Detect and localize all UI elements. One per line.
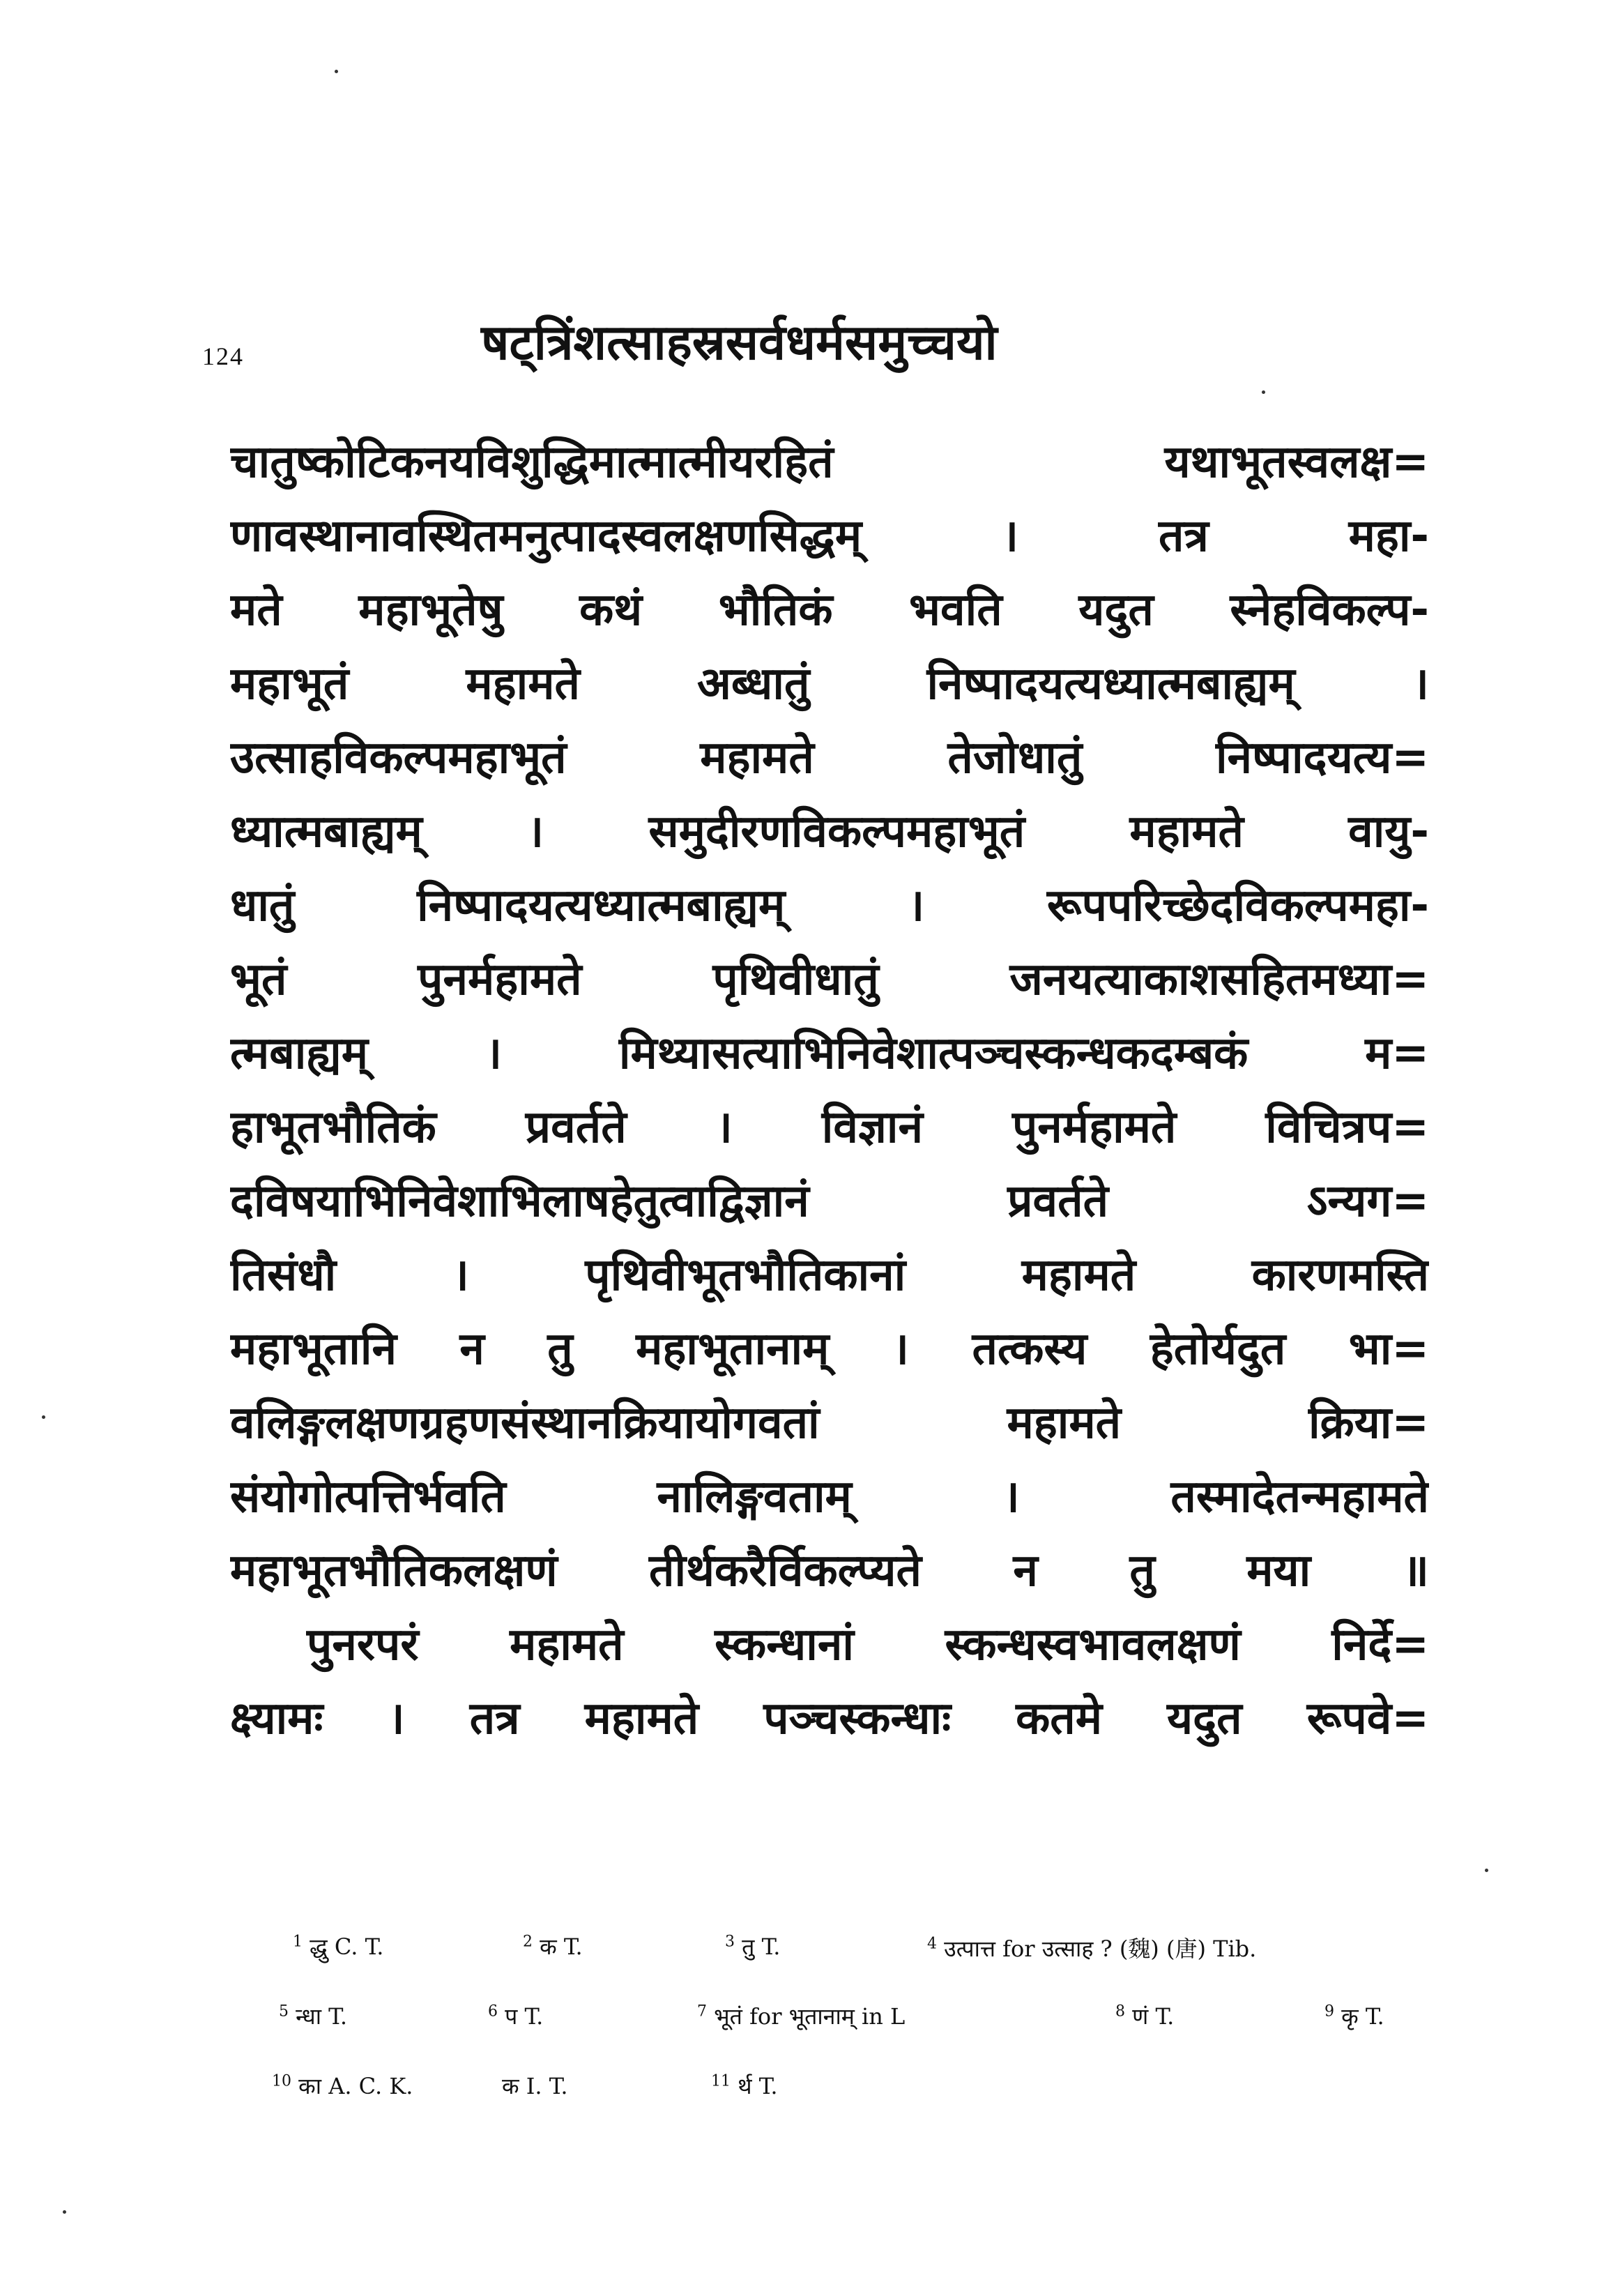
footnote (1115, 2001, 1174, 2031)
footnote (725, 1931, 780, 1961)
footnote-number: 3 (725, 1933, 735, 1951)
text-line: दविषयाभिनिवेशाभिलाषहेतुत्वाद्विज्ञानं प्रवर्तते ऽन्यग= (230, 1176, 1429, 1227)
footnote (502, 2071, 568, 2101)
footnote-text: उत्पात्त for उत्साह ? (魏) (唐) Tib. (944, 1936, 1257, 1962)
footnote-number: 6 (488, 2002, 498, 2021)
footnote-number: 4 (927, 1935, 937, 1953)
text-line: वलिङ्गलक्षणग्रहणसंस्थानक्रियायोगवतां महामते क्रिया= (230, 1397, 1429, 1449)
footnote-text: कृ T. (1341, 2003, 1384, 2030)
running-title: षट्त्रिंशत्साहस्रसर्वधर्मसमुच्चयो (481, 314, 998, 371)
text-line: क्ष्यामः । तत्र महामते पञ्चस्कन्धाः कतमे यदुत रूपवे= (230, 1693, 1429, 1744)
footnote-number: 8 (1115, 2002, 1125, 2021)
footnote (1324, 2001, 1384, 2031)
footnote-number: 9 (1324, 2002, 1334, 2021)
footnote-row (293, 1931, 1429, 2001)
footnote (293, 1931, 383, 1961)
text-line: धातुं निष्पादयत्यध्यात्मबाह्यम् । रूपपरिच्छेदविकल्पमहा- (230, 880, 1429, 932)
text-line: भूतं पुनर्महामते पृथिवीधातुं जनयत्याकाशसहितमध्या= (230, 954, 1429, 1005)
text-line: तिसंधौ । पृथिवीभूतभौतिकानां महामते कारणमस्ति (230, 1249, 1429, 1301)
text-line: हाभूतभौतिकं प्रवर्तते । विज्ञानं पुनर्महामते विचित्रप= (230, 1102, 1429, 1153)
footnote (697, 2001, 905, 2031)
footnote-text: तु T. (742, 1933, 781, 1960)
footnote (523, 1931, 583, 1961)
text-line: चातुष्कोटिकनयविशुद्धिमात्मात्मीयरहितं यथाभूतस्वलक्ष= (230, 436, 1429, 488)
footnote-text: र्थ T. (738, 2073, 778, 2099)
text-line: महाभूतभौतिकलक्षणं तीर्थकरैर्विकल्प्यते न तु मया ॥ (230, 1545, 1429, 1597)
scan-speck (63, 2210, 66, 2214)
text-line: णावस्थानावस्थितमनुत्पादस्वलक्षणसिद्धम् । तत्र महा- (230, 510, 1429, 562)
footnote-row (279, 2001, 1429, 2071)
footnote (927, 1931, 1256, 1963)
footnote-number: 5 (279, 2002, 289, 2021)
footnote-number: 10 (272, 2072, 291, 2090)
scan-speck (1485, 1869, 1488, 1872)
text-line: संयोगोत्पत्तिर्भवति नालिङ्गवताम् । तस्मादेतन्महामते (230, 1471, 1429, 1523)
text-line: ध्यात्मबाह्यम् । समुदीरणविकल्पमहाभूतं महामते वायु- (230, 806, 1429, 858)
footnote-text: का A. C. K. (298, 2073, 413, 2099)
footnote-row (272, 2071, 1429, 2141)
footnotes (272, 1931, 1429, 2141)
text-line: महाभूतं महामते अब्धातुं निष्पादयत्यध्यात्मबाह्यम् । (230, 658, 1429, 710)
footnote (488, 2001, 543, 2031)
scan-speck (1262, 390, 1265, 394)
footnote-number: 7 (697, 2002, 707, 2021)
scan-speck (335, 70, 338, 73)
text-line: त्मबाह्यम् । मिथ्यासत्याभिनिवेशात्पञ्चस्कन्धकदम्बकं म= (230, 1028, 1429, 1079)
text-line: पुनरपरं महामते स्कन्धानां स्कन्धस्वभावलक्षणं निर्दे= (307, 1619, 1429, 1671)
footnote-number: 2 (523, 1933, 533, 1951)
footnote-text: न्धा T. (296, 2003, 347, 2030)
footnote-text: भूतं for भूतानाम् in L (714, 2003, 906, 2030)
scan-speck (42, 1415, 45, 1419)
footnote-text: द्धु C. T. (310, 1933, 384, 1960)
page-header (202, 307, 1429, 383)
footnote-text: क I. T. (502, 2073, 568, 2099)
footnote (279, 2001, 347, 2031)
body-text (230, 425, 1429, 1756)
text-line: महाभूतानि न तु महाभूतानाम् । तत्कस्य हेतोर्यदुत भा= (230, 1323, 1429, 1375)
footnote-text: प T. (505, 2003, 544, 2030)
footnote (711, 2071, 778, 2101)
footnote (272, 2071, 413, 2101)
footnote-number: 11 (711, 2072, 731, 2090)
footnote-text: णं T. (1132, 2003, 1175, 2030)
text-line: मते महाभूतेषु कथं भौतिकं भवति यदुत स्नेहविकल्प- (230, 584, 1429, 636)
text-line: उत्साहविकल्पमहाभूतं महामते तेजोधातुं निष्पादयत्य= (230, 732, 1429, 784)
footnote-number: 1 (293, 1933, 303, 1951)
footnote-text: क T. (540, 1933, 583, 1960)
page-number: 124 (202, 342, 244, 370)
